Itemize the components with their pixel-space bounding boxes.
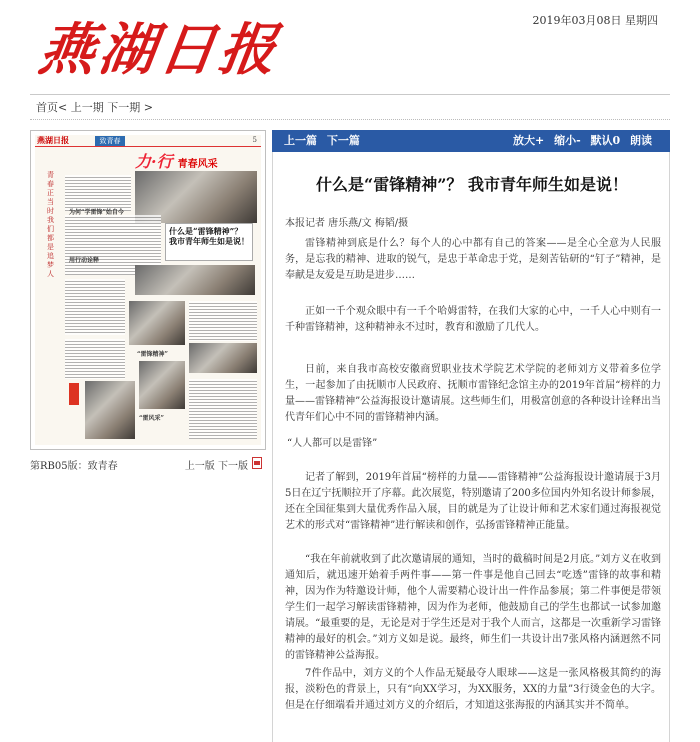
thumb-photo (139, 361, 185, 409)
newspaper-logo[interactable]: 燕湖日报 (34, 17, 285, 83)
article-paragraph: 雷锋精神到底是什么？每个人的心中都有自己的答案——是全心全意为人民服务，是忘我的精神、进取的锐气，是忠于革命忠于党，是刻苦钻研的“钉子”精神，是奉献是友爱是互助是进步…… (285, 238, 661, 281)
thumb-banner-small: 青春风采 (177, 159, 218, 170)
thumb-text-column (189, 301, 257, 341)
thumb-headline: 为何“学雷锋”始自今 (69, 209, 124, 216)
thumb-photo (129, 301, 185, 345)
thumb-photo (135, 265, 255, 295)
thumb-text-column (65, 175, 131, 211)
prev-issue-link[interactable]: 上一期 (70, 101, 104, 114)
masthead (0, 0, 700, 90)
prev-article-link[interactable]: 上一篇 (284, 134, 317, 147)
thumb-headline: “雷锋精神” (137, 351, 168, 358)
zoom-in-button[interactable]: 放大+ (513, 134, 545, 147)
article-title: 什么是“雷锋精神”？ 我市青年师生如是说！ (316, 175, 628, 194)
thumb-vertical-text: 青春正当时我们都是追梦人 (47, 171, 54, 278)
next-issue-link[interactable]: 下一期 (107, 101, 141, 114)
default-size-button[interactable]: 默认0 (590, 134, 621, 147)
page-navigation (185, 457, 248, 472)
zoom-out-button[interactable]: 缩小- (554, 134, 581, 147)
thumb-paper-logo: 燕湖日报 (37, 135, 69, 145)
thumb-headline: 用行动诠释 (69, 257, 100, 264)
article-paragraph: 记者了解到，2019年首届“榜样的力量——雷锋精神”公益海报设计邀请展于3月5日在辽宁抚顺拉开了序幕。此次展览，特别邀请了200多位国内外知名设计师参展，还在全国征集到大量优秀作品入展，目的就是为了让设计师和艺术家们通过海报视觉艺术的形式对“雷锋精神”进行解读和创作，弘扬雷锋精神正能量。 (285, 472, 661, 531)
thumb-banner-big: 力·行 (135, 152, 173, 171)
page-thumbnail-content (35, 135, 261, 445)
thumb-page-number: 5 (252, 136, 257, 144)
article-paragraph: 日前，来自我市高校安徽商贸职业技术学院艺术学院的老师刘方义带着多位学生，一起参加了由抚顺市人民政府、抚顺市雷锋纪念馆主办的2019年首届“榜样的力量——雷锋精神”公益海报设计邀请展。这些师生们，用极富创意的各种设计诠释出当代青年们心中不同的雷锋精神内涵。 (285, 364, 661, 423)
next-page-link[interactable]: 下一版 (218, 461, 248, 472)
thumb-banner (135, 149, 255, 169)
article-paragraph: 正如一千个观众眼中有一千个哈姆雷特，在我们大家的心中，一千人心中则有一千种雷锋精神，这种精神永不过时，教育和激励了几代人。 (285, 306, 661, 333)
thumb-red-tag (69, 383, 79, 405)
home-link[interactable]: 首页< (36, 101, 68, 114)
thumb-callout-title: 什么是“雷锋精神”？我市青年师生如是说！ (165, 223, 253, 261)
pdf-icon[interactable] (252, 457, 262, 469)
article-paragraph: “我在年前就收到了此次邀请展的通知，当时的截稿时间是2月底。”刘方义在收到通知后，就迅速开始着手两件事——第一件事是他自己回去“吃透”雷锋的故事和精神，因为作为特邀设计师，他个人需要精心设计出一件作品参展；第二件事便是带领学生们一起学习解读雷锋精神，因为作为老师，他鼓励自己的学生也都试一试参加邀请展。“最重要的是，无论是对于学生还是对于我个人而言，这都是一次重新学习雷锋精神的最好的机会。”刘方义如是说。最终，师生们一共设计出7张风格内涵迥然不同的雷锋精神公益海报。 (285, 554, 661, 661)
article-subheading: “人人都可以是雷锋” (287, 438, 378, 449)
thumb-text-column (189, 379, 257, 439)
page-label: 第RB05版：致青春 (30, 461, 118, 472)
prev-page-link[interactable]: 上一版 (184, 461, 215, 472)
article-toolbar (272, 130, 670, 152)
article-paragraph: 7件作品中，刘方义的个人作品无疑最夺人眼球——这是一张风格极其简约的海报，淡粉色的背景上，只有“向XX学习，为XX服务，XX的力量”3行烫金色的大字。但是在仔细端看并通过刘方义的介绍后，才知道这张海报的内涵其实并不简单。 (285, 668, 661, 711)
article-body (272, 152, 670, 742)
thumb-section-badge: 致青春 (95, 136, 125, 146)
thumb-photo (189, 343, 257, 373)
thumb-header (35, 135, 261, 147)
page-info (30, 457, 266, 473)
thumb-headline: “雷风采” (139, 415, 164, 422)
issue-date: 2019年03月08日 星期四 (532, 14, 658, 27)
thumb-photo (85, 381, 135, 439)
article-byline: 本报记者 唐乐燕/文 梅韬/摄 (285, 218, 409, 229)
next-article-link[interactable]: 下一篇 (326, 134, 360, 147)
read-aloud-button[interactable]: 朗读 (630, 134, 652, 147)
thumb-text-column (65, 279, 125, 335)
issue-navigation (30, 94, 670, 120)
page-thumbnail[interactable] (30, 130, 266, 450)
thumb-text-column (65, 339, 125, 379)
nav-tail: > (143, 101, 153, 114)
